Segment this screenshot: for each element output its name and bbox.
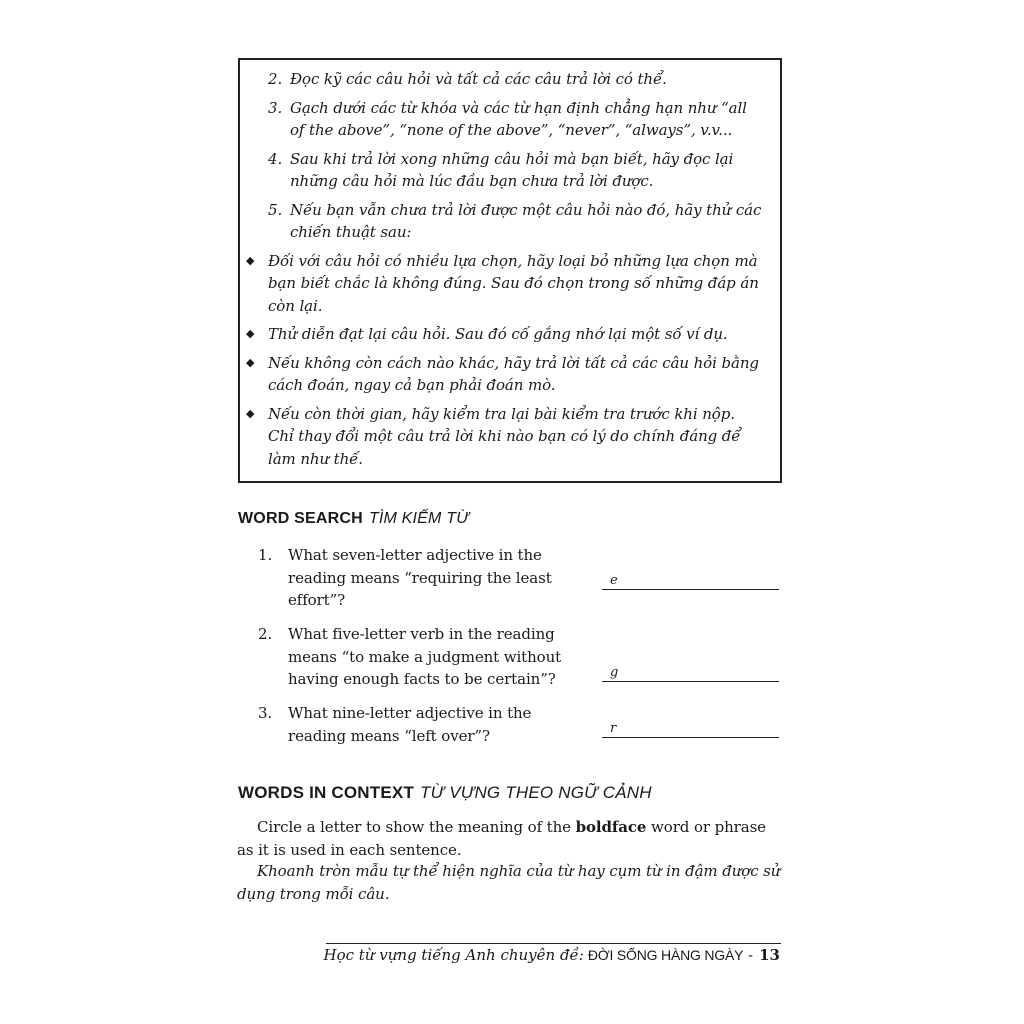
bullet-icon: ◆: [246, 327, 255, 340]
answer-first-letter: g: [610, 665, 619, 680]
question-number: 3.: [258, 704, 273, 722]
tip-text: Nếu còn thời gian, hãy kiểm tra lại bài kiểm tra trước khi nộp. Chỉ thay đổi một câu trả lời khi nào bạn có lý do chính đáng để làm như thế.: [268, 404, 741, 468]
tip-text: Đối với câu hỏi có nhiều lựa chọn, hãy loại bỏ những lựa chọn mà bạn biết chắc là không đúng. Sau đó chọn trong số những đáp án còn lại.: [268, 251, 759, 315]
tip-text: Nếu bạn vẫn chưa trả lời được một câu hỏi nào đó, hãy thử các chiến thuật sau:: [290, 200, 762, 241]
bullet-icon: ◆: [246, 253, 255, 267]
words-in-context-heading: [238, 783, 652, 803]
footer-series-title: Học từ vựng tiếng Anh chuyên đề:: [323, 946, 584, 964]
tip-text: Đọc kỹ các câu hỏi và tất cả các câu trả lời có thể.: [290, 70, 667, 88]
tip-bullet-item: [246, 250, 764, 318]
answer-first-letter: e: [610, 573, 618, 588]
tip-item: [268, 68, 764, 91]
tip-marker: 5.: [268, 200, 283, 219]
question-text: What five-letter verb in the reading means “to make a judgment without having enough facts to be certain”?: [288, 625, 562, 688]
tip-text: Sau khi trả lời xong những câu hỏi mà bạn biết, hãy đọc lại những câu hỏi mà lúc đầu bạn chưa trả lời được.: [290, 149, 734, 190]
word-search-heading-vi: TÌM KIẾM TỪ: [368, 510, 470, 527]
tip-item: [268, 199, 764, 244]
tip-bullet-item: [246, 352, 764, 397]
footer-topic: ĐỜI SỐNG HÀNG NGÀY: [587, 947, 744, 963]
answer-blank[interactable]: [602, 665, 779, 682]
question-number: 2.: [258, 625, 273, 643]
word-search-question: [258, 702, 588, 747]
tip-text: Nếu không còn cách nào khác, hãy trả lời tất cả các câu hỏi bằng cách đoán, ngay cả bạn phải đoán mò.: [268, 353, 759, 394]
answer-blank[interactable]: [602, 721, 779, 738]
question-text: What seven-letter adjective in the reading means “requiring the least effort”?: [288, 546, 552, 609]
footer-separator: -: [748, 946, 754, 964]
words-in-context-heading-en: WORDS IN CONTEXT: [238, 783, 415, 802]
instruction-vietnamese: Khoanh tròn mẫu tự thể hiện nghĩa của từ hay cụm từ in đậm được sử dụng trong mỗi câu.: [237, 862, 781, 903]
tips-box: [238, 58, 782, 483]
question-number: 1.: [258, 546, 273, 564]
words-in-context-heading-vi: TỪ VỰNG THEO NGỮ CẢNH: [420, 783, 652, 802]
tip-marker: 3.: [268, 98, 283, 117]
answer-first-letter: r: [610, 721, 617, 736]
tip-marker: 2.: [268, 70, 283, 88]
bullet-icon: ◆: [246, 355, 255, 369]
tip-item: [268, 148, 764, 193]
word-search-heading: [238, 508, 469, 528]
tip-text: Gạch dưới các từ khóa và các từ hạn định chẳng hạn như “all of the above”, “none of the above”, “never”, “always”, v.v...: [290, 98, 747, 139]
tip-marker: 4.: [268, 149, 283, 168]
instruction-part: Circle a letter to show the meaning of the: [257, 818, 576, 836]
word-search-heading-en: WORD SEARCH: [238, 510, 363, 527]
word-search-question: [258, 544, 588, 612]
tip-text: Thử diễn đạt lại câu hỏi. Sau đó cố gắng nhớ lại một số ví dụ.: [268, 325, 728, 343]
tip-bullet-item: [246, 403, 764, 471]
footer-divider: [326, 943, 781, 944]
answer-blank[interactable]: [602, 573, 779, 590]
bullet-icon: ◆: [246, 406, 255, 420]
instruction-bold-word: boldface: [575, 818, 647, 836]
tip-bullet-item: [246, 323, 764, 346]
page-footer: [324, 946, 780, 964]
instruction-english: [237, 816, 785, 861]
question-text: What nine-letter adjective in the reading means “left over”?: [288, 704, 532, 745]
instruction-part: word or phrase as it is used in each sentence.: [237, 818, 766, 859]
tip-item: [268, 97, 764, 142]
page-number: 13: [759, 946, 780, 964]
word-search-question: [258, 623, 588, 691]
